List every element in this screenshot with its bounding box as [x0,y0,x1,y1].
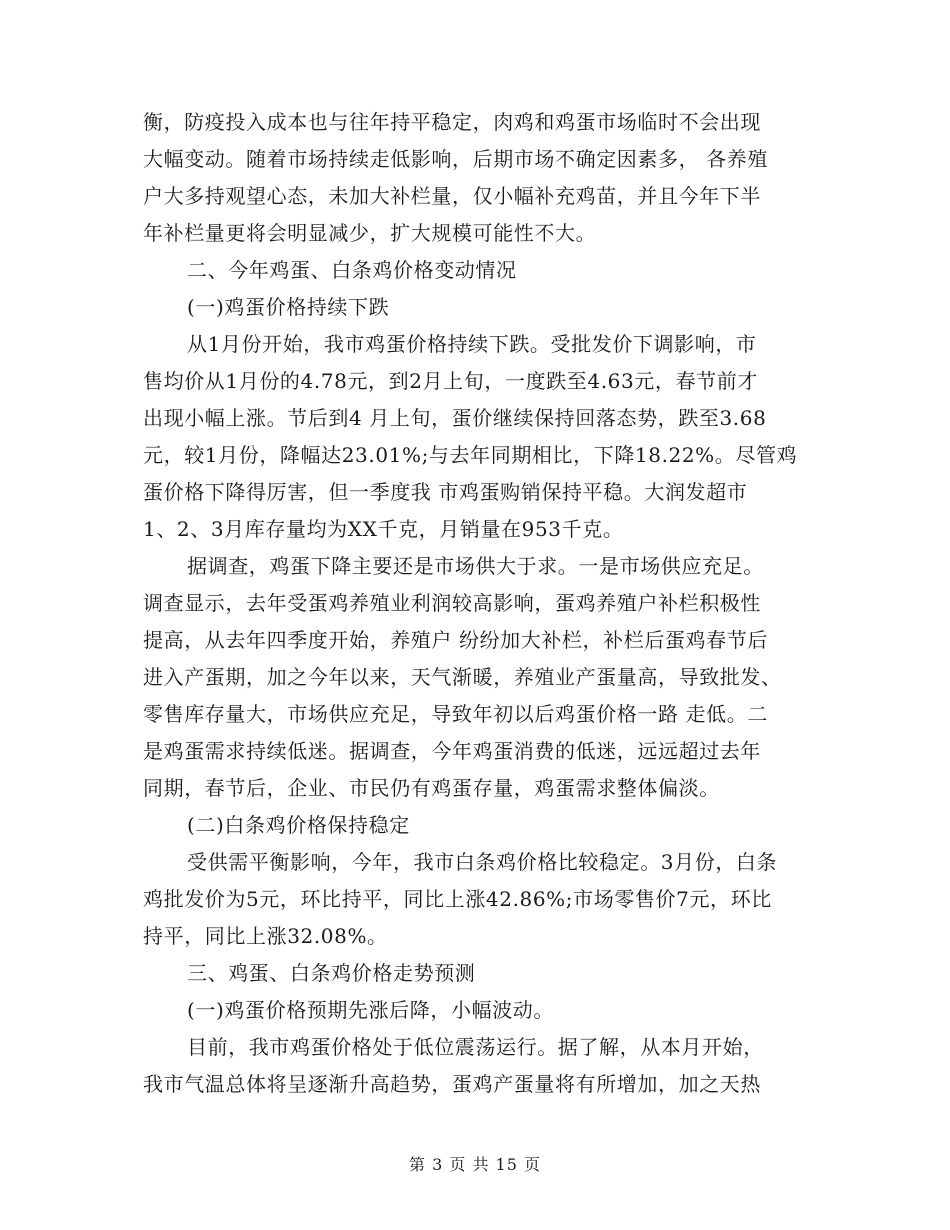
text-line: 出现小幅上涨。节后到4 月上旬，蛋价继续保持回落态势，跌至3.68 [143,406,767,430]
section-heading: 二、今年鸡蛋、白条鸡价格变动情况 [187,258,517,282]
text-line: 售均价从1月份的4.78元，到2月上旬，一度跌至4.63元，春节前才 [143,369,758,393]
text-line: 蛋价格下降得厉害，但一季度我 市鸡蛋购销保持平稳。大润发超市 [143,480,748,504]
text-line: 同期，春节后，企业、市民仍有鸡蛋存量，鸡蛋需求整体偏淡。 [143,776,720,800]
text-line: 持平，同比上涨32.08%。 [143,924,388,948]
text-line: 进入产蛋期，加之今年以来，天气渐暖，养殖业产蛋量高，导致批发、 [143,665,782,689]
text-line: 我市气温总体将呈逐渐升高趋势，蛋鸡产蛋量将有所增加，加之天热 [143,1072,761,1096]
subsection-heading: (一)鸡蛋价格持续下跌 [187,295,390,319]
text-line: 衡，防疫投入成本也与往年持平稳定，肉鸡和鸡蛋市场临时不会出现 [143,110,761,134]
text-line: 户大多持观望心态，未加大补栏量，仅小幅补充鸡苗，并且今年下半 [143,184,761,208]
text-line: 提高，从去年四季度开始，养殖户 纷纷加大补栏，补栏后蛋鸡春节后 [143,628,768,652]
text-line: 1、2、3月库存量均为XX千克，月销量在953千克。 [143,517,624,541]
text-line: 鸡批发价为5元，环比持平，同比上涨42.86%;市场零售价7元，环比 [143,887,772,911]
text-line: 调查显示，去年受蛋鸡养殖业利润较高影响，蛋鸡养殖户补栏积极性 [143,591,761,615]
text-line: 据调查，鸡蛋下降主要还是市场供大于求。一是市场供应充足。 [187,554,764,578]
text-line: 大幅变动。随着市场持续走低影响，后期市场不确定因素多， 各养殖 [143,147,768,171]
document-body [143,104,813,1103]
text-line: 元，较1月份，降幅达23.01%;与去年同期相比，下降18.22%。尽管鸡 [143,443,798,467]
text-line: 是鸡蛋需求持续低迷。据调查，今年鸡蛋消费的低迷，远远超过去年 [143,739,761,763]
page-number-footer: 第 3 页 共 15 页 [409,1155,541,1174]
text-line: 年补栏量更将会明显减少，扩大规模可能性不大。 [143,221,597,245]
text-line: 从1月份开始，我市鸡蛋价格持续下跌。受批发价下调影响，市 [187,332,757,356]
text-line: 目前，我市鸡蛋价格处于低位震荡运行。据了解，从本月开始， [187,1035,764,1059]
text-line: 零售库存量大，市场供应充足，导致年初以后鸡蛋价格一路 走低。二 [143,702,768,726]
text-line: 受供需平衡影响，今年，我市白条鸡价格比较稳定。3月份，白条 [187,850,778,874]
subsection-heading: (二)白条鸡价格保持稳定 [187,813,410,837]
section-heading: 三、鸡蛋、白条鸡价格走势预测 [187,961,476,985]
subsection-heading: (一)鸡蛋价格预期先涨后降，小幅波动。 [187,998,555,1022]
